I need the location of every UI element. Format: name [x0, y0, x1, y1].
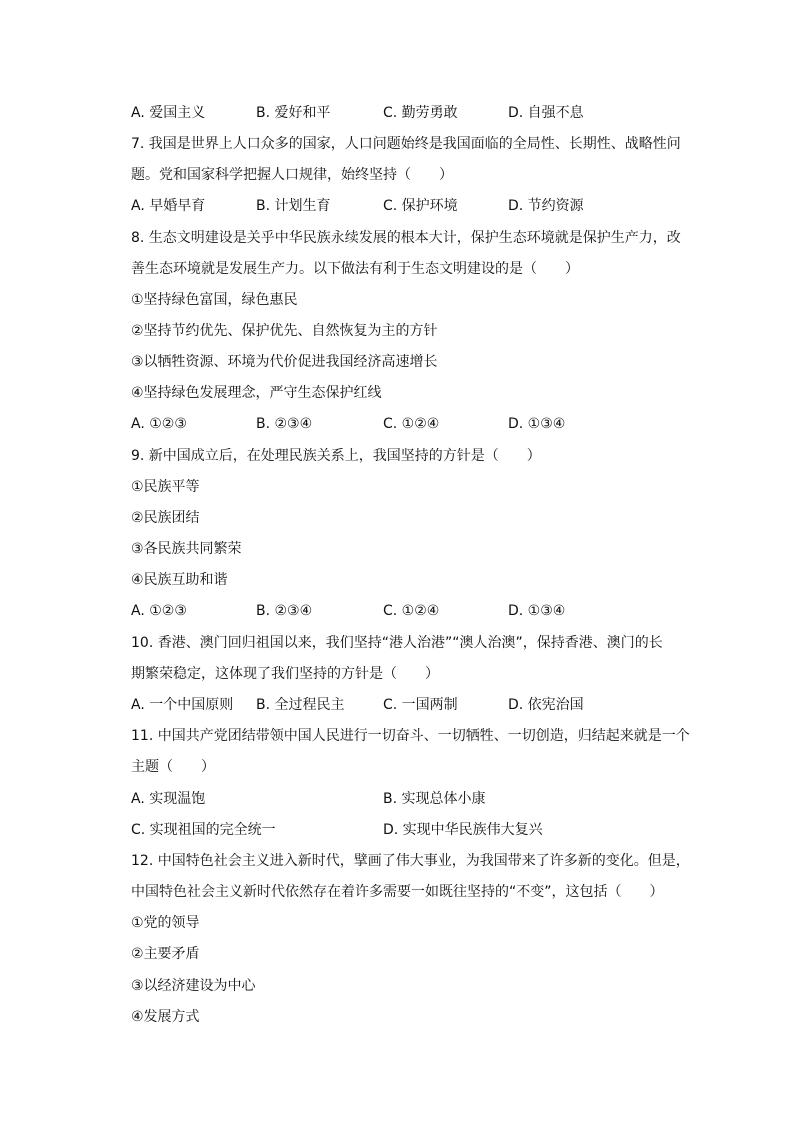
q12-stem-line-1: 12. 中国特色社会主义进入新时代，擘画了伟大事业，为我国带来了许多新的变化。但是， [131, 853, 690, 869]
q9-item-4: ④民族互助和谐 [131, 572, 228, 588]
q7-stem-line-1: 7. 我国是世界上人口众多的国家，人口问题始终是我国面临的全局性、长期性、战略性问 [131, 136, 681, 152]
q12-item-3: ③以经济建设为中心 [131, 978, 256, 994]
q7-option-b[interactable]: B. 计划生育 [256, 198, 331, 214]
q11-option-d[interactable]: D. 实现中华民族伟大复兴 [383, 822, 543, 838]
q11-option-b[interactable]: B. 实现总体小康 [383, 791, 486, 807]
q10-option-b[interactable]: B. 全过程民主 [256, 697, 345, 713]
q10-option-a[interactable]: A. 一个中国原则 [131, 697, 234, 713]
q8-stem-line-2: 善生态环境就是发展生产力。以下做法有利于生态文明建设的是（ ） [131, 261, 579, 277]
q6-option-c[interactable]: C. 勤劳勇敢 [383, 105, 458, 121]
q6-option-a[interactable]: A. 爱国主义 [131, 105, 206, 121]
q9-item-3: ③各民族共同繁荣 [131, 541, 242, 557]
q8-item-1: ①坚持绿色富国，绿色惠民 [131, 292, 298, 308]
q9-option-b[interactable]: B. ②③④ [256, 603, 313, 619]
q7-stem-line-2: 题。党和国家科学把握人口规律，始终坚持（ ） [131, 167, 453, 183]
q7-option-d[interactable]: D. 节约资源 [508, 198, 584, 214]
q8-item-3: ③以牺牲资源、环境为代价促进我国经济高速增长 [131, 354, 438, 370]
q10-stem-line-1: 10. 香港、澳门回归祖国以来，我们坚持“港人治港”“澳人治澳”，保持香港、澳门的长 [131, 635, 663, 651]
q11-stem-line-2: 主题（ ） [131, 759, 215, 775]
q8-option-a[interactable]: A. ①②③ [131, 416, 187, 432]
q6-option-b[interactable]: B. 爱好和平 [256, 105, 331, 121]
q11-option-a[interactable]: A. 实现温饱 [131, 791, 206, 807]
q8-item-2: ②坚持节约优先、保护优先、自然恢复为主的方针 [131, 323, 438, 339]
q8-option-c[interactable]: C. ①②④ [383, 416, 440, 432]
q8-stem-line-1: 8. 生态文明建设是关乎中华民族永续发展的根本大计，保护生态环境就是保护生产力，改 [131, 230, 681, 246]
q9-item-2: ②民族团结 [131, 510, 200, 526]
q12-item-1: ①党的领导 [131, 915, 200, 931]
q7-option-a[interactable]: A. 早婚早育 [131, 198, 206, 214]
q9-item-1: ①民族平等 [131, 479, 200, 495]
q10-option-d[interactable]: D. 依宪治国 [508, 697, 584, 713]
q7-option-c[interactable]: C. 保护环境 [383, 198, 458, 214]
q12-stem-line-2: 中国特色社会主义新时代依然存在着许多需要一如既往坚持的“不变”，这包括（ ） [131, 884, 664, 900]
q9-option-c[interactable]: C. ①②④ [383, 603, 440, 619]
q11-stem-line-1: 11. 中国共产党团结带领中国人民进行一切奋斗、一切牺牲、一切创造，归结起来就是一个 [131, 728, 690, 744]
q8-item-4: ④坚持绿色发展理念，严守生态保护红线 [131, 385, 382, 401]
q6-option-d[interactable]: D. 自强不息 [508, 105, 584, 121]
q9-option-a[interactable]: A. ①②③ [131, 603, 187, 619]
q8-option-b[interactable]: B. ②③④ [256, 416, 313, 432]
q10-option-c[interactable]: C. 一国两制 [383, 697, 458, 713]
q12-item-2: ②主要矛盾 [131, 946, 200, 962]
q9-stem-line-1: 9. 新中国成立后，在处理民族关系上，我国坚持的方针是（ ） [131, 448, 541, 464]
q12-item-4: ④发展方式 [131, 1009, 200, 1025]
q11-option-c[interactable]: C. 实现祖国的完全统一 [131, 822, 276, 838]
q9-option-d[interactable]: D. ①③④ [508, 603, 566, 619]
q8-option-d[interactable]: D. ①③④ [508, 416, 566, 432]
q10-stem-line-2: 期繁荣稳定，这体现了我们坚持的方针是（ ） [131, 666, 439, 682]
